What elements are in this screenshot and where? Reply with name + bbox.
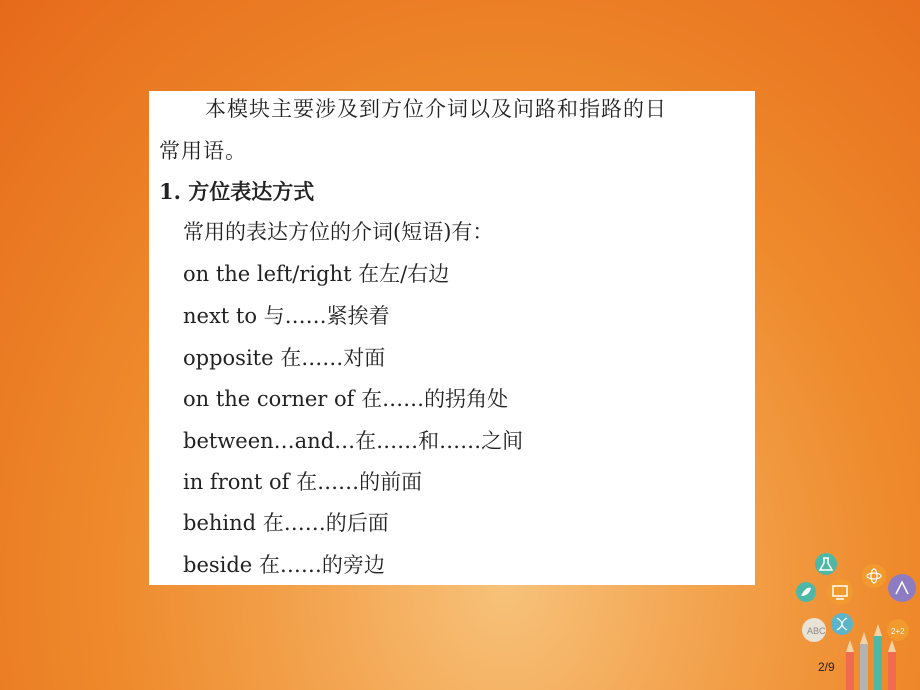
math-bubble-icon — [887, 619, 909, 641]
education-decoration — [790, 548, 920, 690]
math-icon — [888, 574, 916, 602]
intro-line-2: 常用语。 — [159, 139, 247, 163]
abc-icon — [802, 618, 826, 642]
content-card — [149, 91, 755, 585]
dna-icon — [831, 613, 853, 635]
phrase-item: opposite 在……对面 — [183, 346, 386, 370]
phrase-item: beside 在……的旁边 — [183, 553, 385, 577]
screen-icon — [827, 579, 853, 605]
flask-icon — [815, 553, 837, 575]
phrase-item: on the left/right 在左/右边 — [183, 262, 450, 286]
subtitle: 常用的表达方位的介词(短语)有： — [183, 220, 494, 244]
atom-icon — [862, 564, 886, 588]
svg-text:2+2: 2+2 — [891, 627, 905, 636]
section-heading: 1. 方位表达方式 — [159, 179, 315, 204]
svg-text:ABC: ABC — [807, 626, 826, 636]
phrase-item: next to 与……紧挨着 — [183, 304, 390, 328]
phrase-item: between…and…在……和……之间 — [183, 429, 524, 453]
phrase-item: on the corner of 在……的拐角处 — [183, 387, 509, 411]
phrase-item: in front of 在……的前面 — [183, 470, 423, 494]
intro-line-1: 本模块主要涉及到方位介词以及问路和指路的日 — [205, 97, 667, 121]
leaf-icon — [796, 582, 816, 602]
phrase-item: behind 在……的后面 — [183, 511, 389, 535]
page-number: 2/9 — [818, 660, 835, 674]
